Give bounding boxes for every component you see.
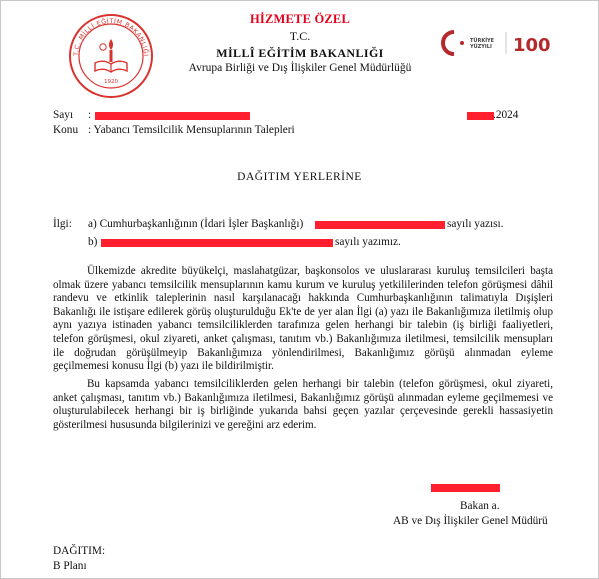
turkiye-yuzyili-logo (440, 26, 555, 60)
body-paragraph-2: Bu kapsamda yabancı temsilciliklerden gelen herhangi bir talebin (telefon görüşmesi, okul ziyareti, anket çalışması, tanıtım vb.) Bakanlığımıza iletilmesi, Bakanlığımız görüşü alınmadan eyleme geçilmemesi ve oluşturulabilecek herhangi bir iş birliğinde yukarıda bahsi geçen yazılar çerçevesinde gerekli hassasiyetin gösterilmesi hususunda bilgilerinizi ve gereğini arz ederim. (53, 378, 553, 431)
body-paragraph-1: Ülkemizde akredite büyükelçi, maslahatgüzar, başkonsolos ve uluslararası kuruluş temsilcileri başta olmak üzere yabancı temsilcilik mensuplarının kamu kurum ve kuruluş yetkililerinden telefon görüşmesi dâhil randevu ve etkinlik taleplerinin nasıl karşılanacağı hakkında Cumhurbaşkanlığının talimatıyla Dışişleri Bakanlığı ile istişare edilerek görüş oluşturulduğu Ek'te de yer alan İlgi (a) yazı ile Bakanlığımıza iletilmiş olup aynı yazıya istinaden yabancı temsilciliklerden tarafınıza gelen herhangi bir talebin (iş birliği faaliyetleri, telefon görüşmesi, okul ziyareti, anket çalışması, tanıtım vb.) Bakanlığımıza iletilmesi, temsilcilik mensupları ile doğrudan görüşülmeyip Bakanlığımıza yönlendirilmesi, Bakanlığımız görüşü alınmadan eyleme geçilmemesi konusu İlgi (b) yazı ile bildirilmiştir. (53, 265, 553, 373)
signatory-title: AB ve Dış İlişkiler Genel Müdürü (393, 515, 548, 527)
sayi-label: Sayı (53, 109, 74, 121)
redaction-mark (467, 112, 494, 120)
ministry-heading: MİLLÎ EĞİTİM BAKANLIĞI (216, 46, 384, 60)
svg-text:TÜRKİYE: TÜRKİYE (470, 38, 495, 44)
seal-year: 1920 (104, 79, 118, 85)
redaction-mark (95, 112, 250, 120)
logo-number: 100 (513, 35, 551, 56)
reference-b-tail: sayılı yazımız. (335, 236, 401, 248)
redaction-mark (101, 239, 333, 247)
sayi-value: : (88, 109, 92, 121)
reference-b: b) (88, 236, 98, 248)
reference-label: İlgi: (53, 218, 72, 230)
seal-text: T.C. MİLLİ EĞİTİM BAKANLIĞI (72, 17, 150, 57)
konu-value: : Yabancı Temsilcilik Mensuplarının Talepleri (88, 124, 295, 136)
signatory-name: Bakan a. (460, 500, 500, 512)
redaction-mark (315, 221, 445, 229)
department-heading: Avrupa Birliği ve Dış İlişkiler Genel Müdürlüğü (188, 62, 412, 74)
ministry-seal-logo (68, 13, 154, 99)
konu-label: Konu (53, 124, 79, 136)
distribution-value: B Planı (53, 560, 87, 572)
document-date: .2024 (493, 109, 519, 121)
reference-a-tail: sayılı yazısı. (447, 218, 504, 230)
distribution-label: DAĞITIM: (53, 545, 106, 557)
svg-text:YÜZYILI: YÜZYILI (470, 44, 492, 50)
redaction-mark (431, 484, 500, 492)
country-heading: T.C. (289, 29, 311, 43)
reference-a: a) Cumhurbaşkanlığının (İdari İşler Başkanlığı) (88, 218, 304, 230)
classification-label: HİZMETE ÖZEL (250, 12, 350, 26)
addressee-heading: DAĞITIM YERLERİNE (237, 171, 362, 183)
